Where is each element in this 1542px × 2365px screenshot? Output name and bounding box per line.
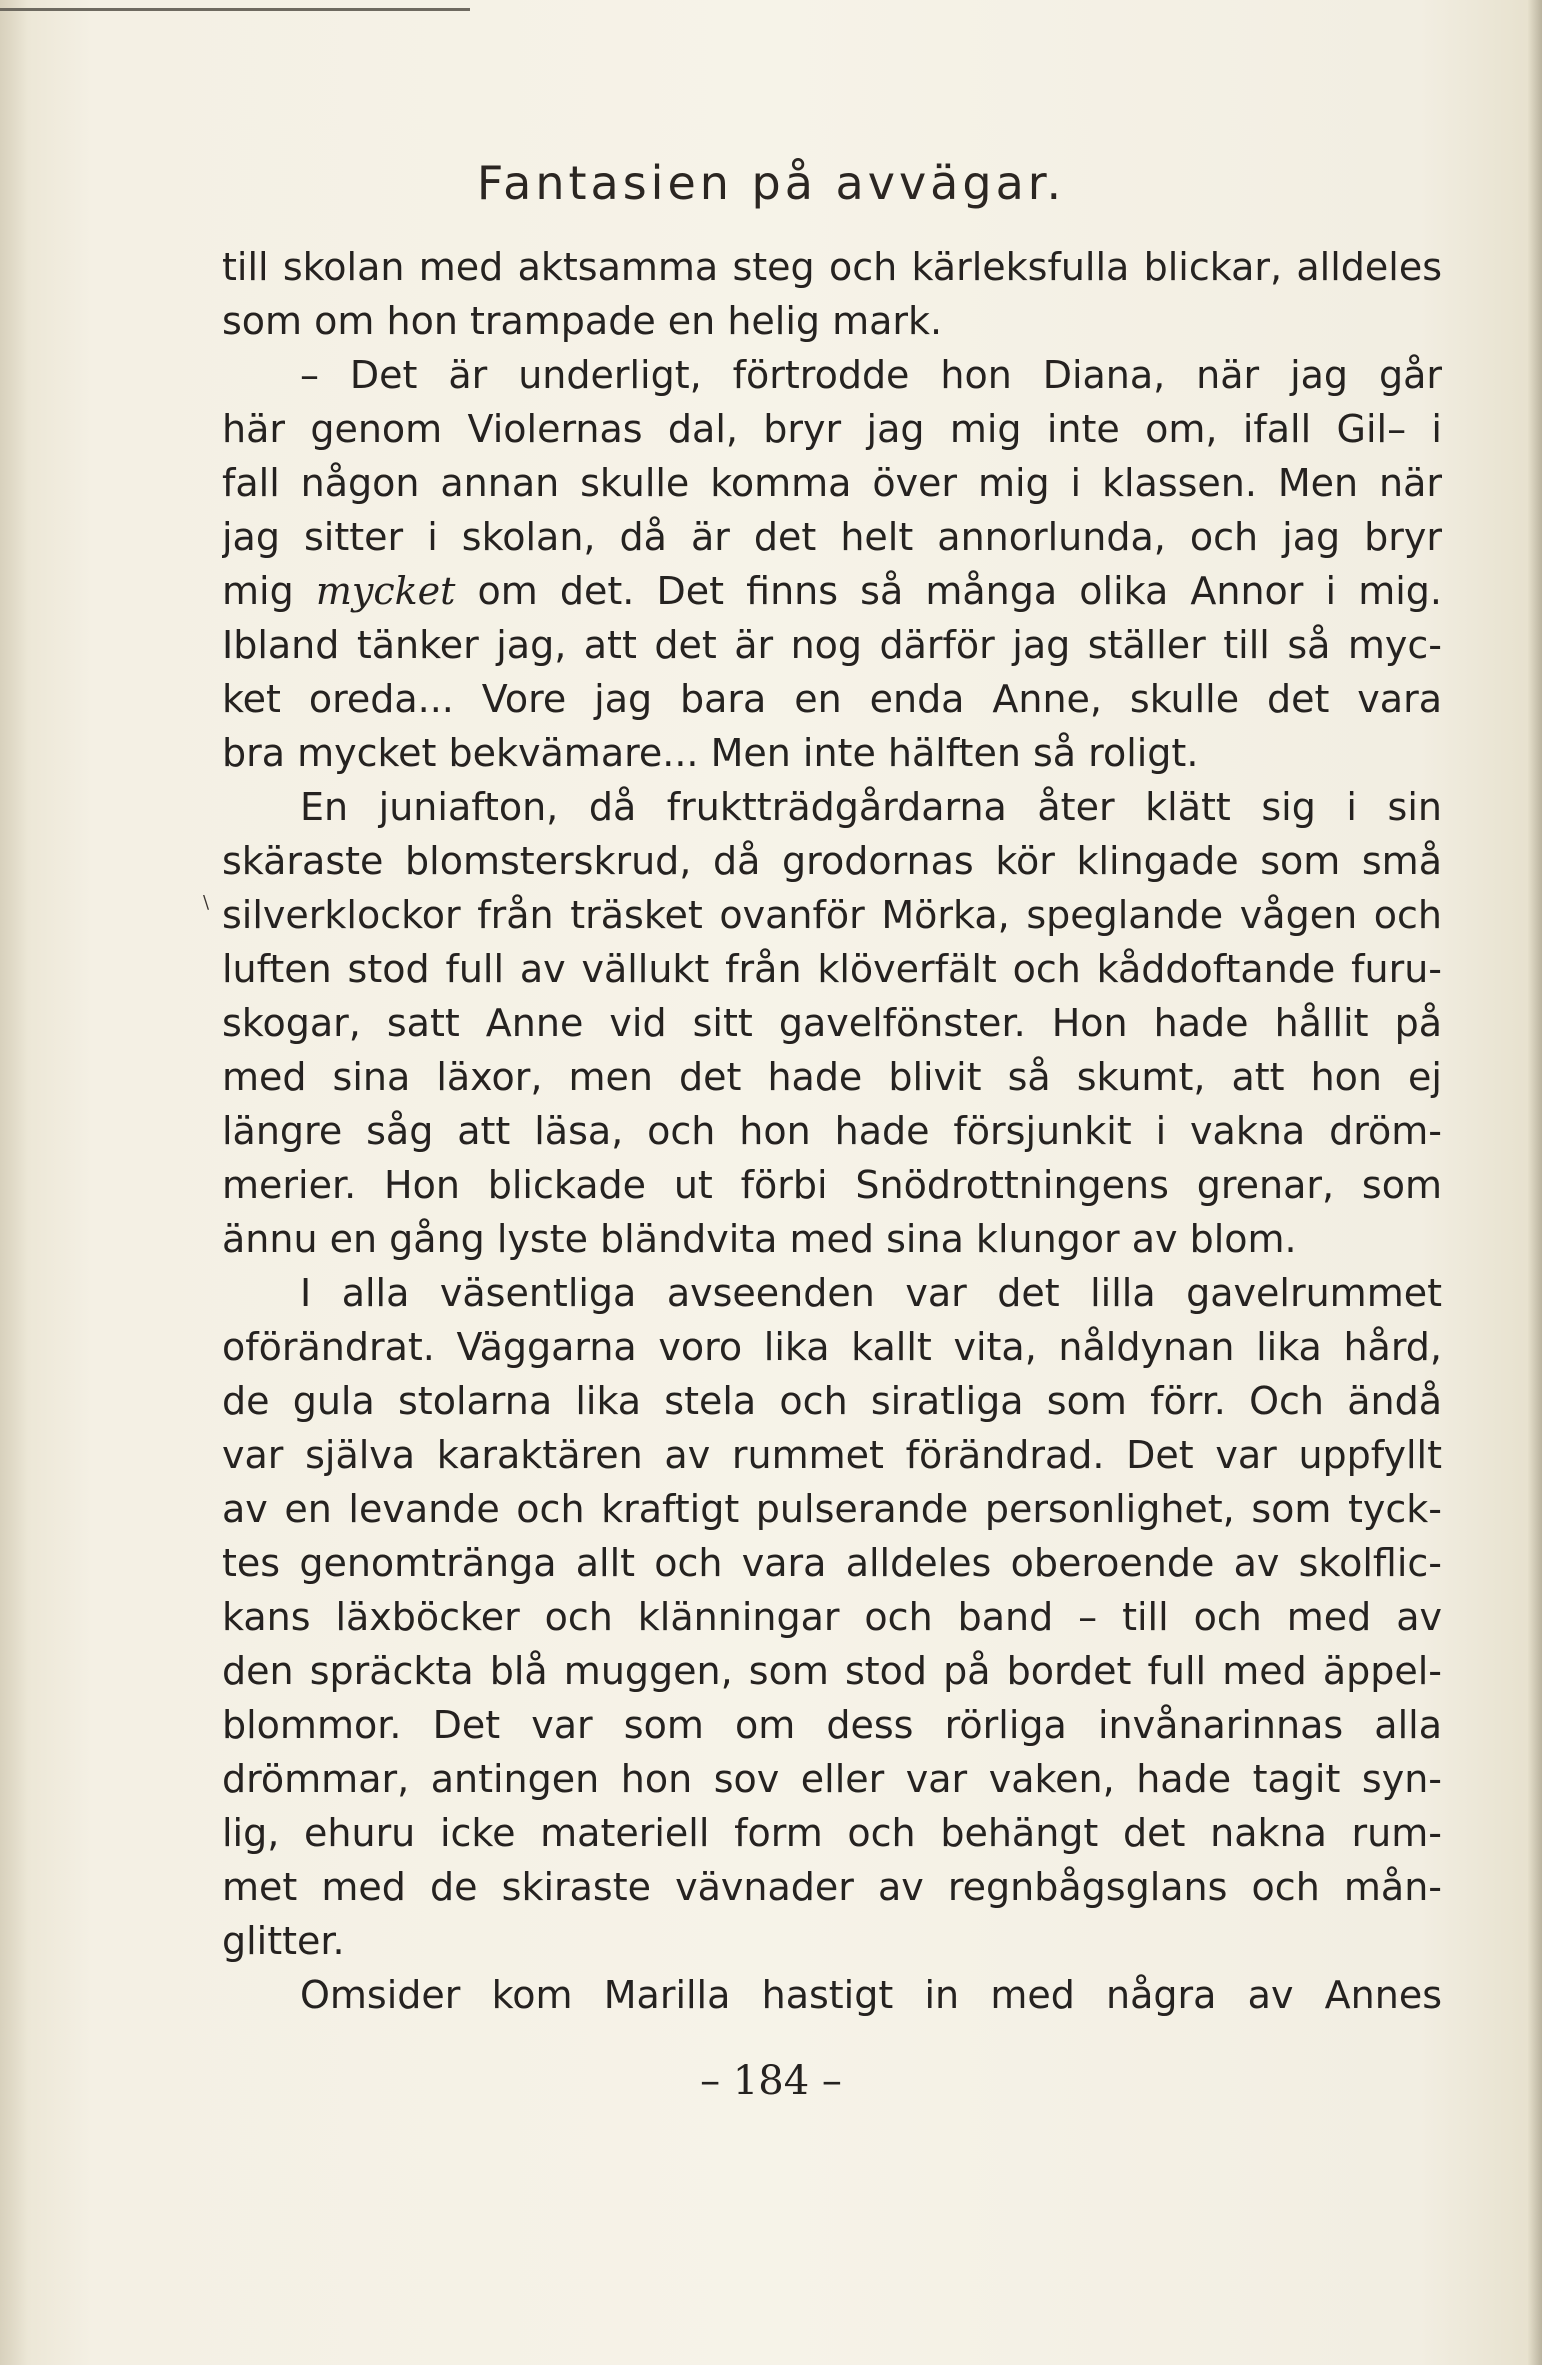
text-line: ännu en gång lyste bländvita med sina klungor av blom.	[222, 1217, 1297, 1261]
text-line: längre såg att läsa, och hon hade försjunkit i vakna dröm-	[222, 1109, 1442, 1153]
text-line: den spräckta blå muggen, som stod på bordet full med äppel-	[222, 1649, 1442, 1693]
body-text	[222, 240, 1442, 2022]
text-line: Omsider kom Marilla hastigt in med några av Annes	[300, 1973, 1442, 2017]
page-edge	[1528, 0, 1542, 2365]
text-line: En juniafton, då fruktträdgårdarna åter klätt sig i sin	[300, 785, 1442, 829]
text-line: jag sitter i skolan, då är det helt annorlunda, och jag bryr	[222, 515, 1442, 559]
text-line: till skolan med aktsamma steg och kärleksfulla blickar, alldeles	[222, 245, 1442, 289]
text-line: met med de skiraste vävnader av regnbågsglans och mån-	[222, 1865, 1442, 1909]
text-line: Ibland tänker jag, att det är nog därför jag ställer till så myc-	[222, 623, 1442, 667]
text-line: I alla väsentliga avseenden var det lilla gavelrummet	[300, 1271, 1442, 1315]
text-line: här genom Violernas dal, bryr jag mig inte om, ifall Gil– i	[222, 407, 1442, 451]
running-head: Fantasien på avvägar.	[476, 156, 1066, 210]
text-line: kans läxböcker och klänningar och band – till och med av	[222, 1595, 1442, 1639]
text-line: bra mycket bekvämare... Men inte hälften så roligt.	[222, 731, 1199, 775]
text-line: glitter.	[222, 1919, 345, 1963]
gutter-shadow	[0, 0, 28, 2365]
text-line: blommor. Det var som om dess rörliga invånarinnas alla	[222, 1703, 1442, 1747]
text-line: oförändrat. Väggarna voro lika kallt vita, nåldynan lika hård,	[222, 1325, 1442, 1369]
text-line: – Det är underligt, förtrodde hon Diana, när jag går	[300, 353, 1442, 397]
text-line: mig mycket om det. Det finns så många olika Annor i mig.	[222, 569, 1442, 613]
text-line: med sina läxor, men det hade blivit så skumt, att hon ej	[222, 1055, 1442, 1099]
text-line: drömmar, antingen hon sov eller var vaken, hade tagit syn-	[222, 1757, 1442, 1801]
top-rule	[0, 8, 470, 11]
text-line: skogar, satt Anne vid sitt gavelfönster. Hon hade hållit på	[222, 1001, 1442, 1045]
text-line: skäraste blomsterskrud, då grodornas kör klingade som små	[222, 839, 1442, 883]
text-line: fall någon annan skulle komma över mig i klassen. Men när	[222, 461, 1442, 505]
text-line: merier. Hon blickade ut förbi Snödrottningens grenar, som	[222, 1163, 1442, 1207]
text-line: som om hon trampade en helig mark.	[222, 299, 943, 343]
margin-mark: \	[203, 892, 210, 913]
text-line: ket oreda... Vore jag bara en enda Anne, skulle det vara	[222, 677, 1442, 721]
page-number: – 184 –	[700, 2058, 842, 2104]
text-line: silverklockor från träsket ovanför Mörka, speglande vågen och	[222, 893, 1442, 937]
text-line: lig, ehuru icke materiell form och behängt det nakna rum-	[222, 1811, 1442, 1855]
text-line: tes genomtränga allt och vara alldeles oberoende av skolflic-	[222, 1541, 1442, 1585]
text-line: de gula stolarna lika stela och siratliga som förr. Och ändå	[222, 1379, 1442, 1423]
text-line: luften stod full av vällukt från klöverfält och kåddoftande furu-	[222, 947, 1442, 991]
text-line: av en levande och kraftigt pulserande personlighet, som tyck-	[222, 1487, 1442, 1531]
text-line: var själva karaktären av rummet förändrad. Det var uppfyllt	[222, 1433, 1442, 1477]
